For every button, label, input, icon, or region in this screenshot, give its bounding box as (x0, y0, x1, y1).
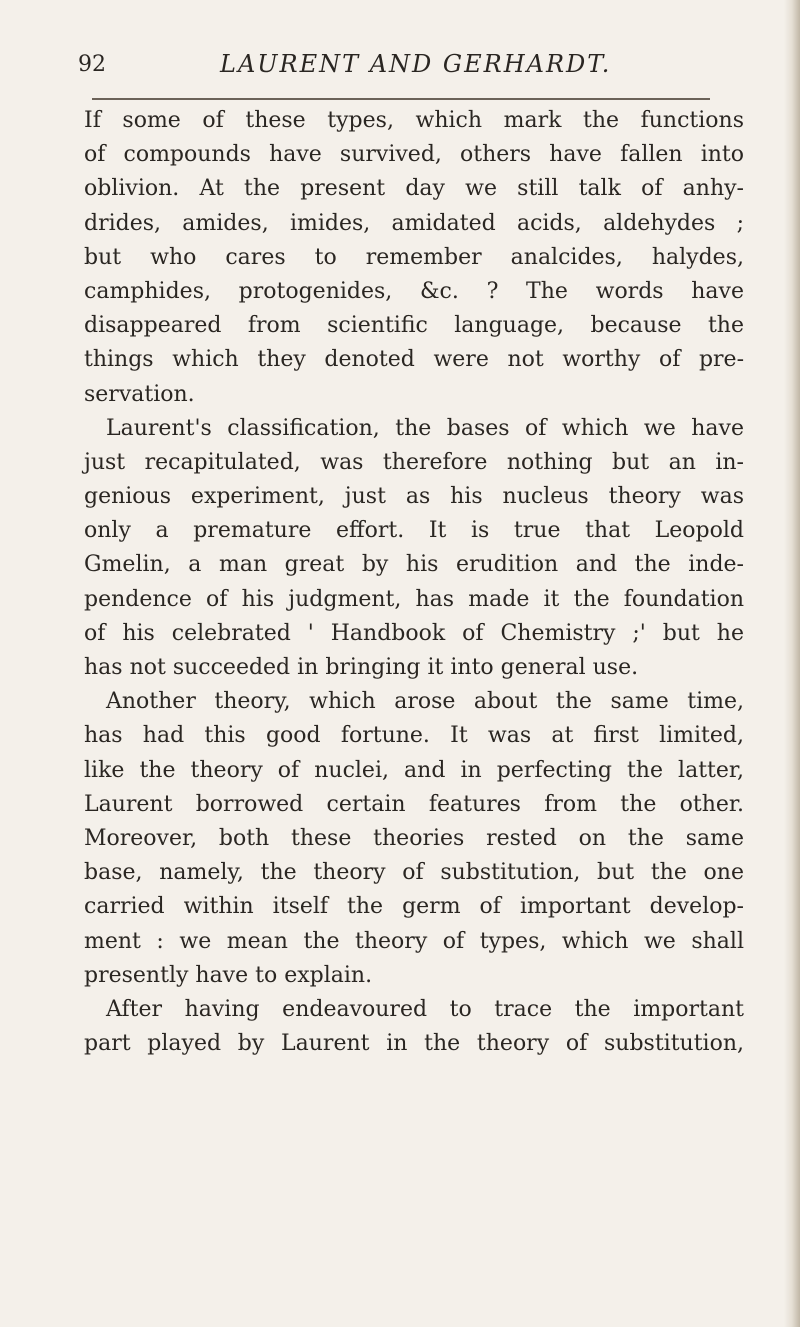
text-line: but who cares to remember analcides, halydes, (84, 244, 744, 270)
text-line: Laurent borrowed certain features from the other. (84, 791, 744, 817)
text-line: carried within itself the germ of important develop- (84, 894, 744, 920)
text-line: disappeared from scientific language, because the (84, 313, 744, 339)
header-rule (92, 98, 710, 100)
text-line: camphides, protogenides, &c. ? The words have (84, 278, 744, 304)
text-line: pendence of his judgment, has made it the foundation (84, 586, 744, 612)
body-text (84, 104, 744, 1061)
page-edge-shadow (784, 0, 800, 1327)
text-line: presently have to explain. (84, 962, 373, 988)
text-line: servation. (84, 381, 195, 407)
text-line: just recapitulated, was therefore nothing but an in- (84, 449, 744, 475)
text-line: Moreover, both these theories rested on the same (84, 825, 744, 851)
text-line: genious experiment, just as his nucleus theory was (84, 484, 744, 510)
text-line: things which they denoted were not worthy of pre- (84, 347, 744, 373)
text-line: part played by Laurent in the theory of substitution, (84, 1031, 744, 1057)
text-line: If some of these types, which mark the functions (84, 108, 744, 133)
text-line: After having endeavoured to trace the important (106, 996, 744, 1022)
text-line: like the theory of nuclei, and in perfecting the latter, (84, 757, 744, 783)
text-line: base, namely, the theory of substitution, but the one (84, 860, 744, 886)
text-line: Laurent's classification, the bases of which we have (106, 415, 744, 441)
running-head: LAURENT AND GERHARDT. (220, 50, 612, 78)
text-line: Another theory, which arose about the same time, (106, 689, 744, 715)
text-line: drides, amides, imides, amidated acids, aldehydes ; (84, 210, 744, 236)
text-line: of his celebrated ' Handbook of Chemistry ;' but he (84, 620, 744, 646)
text-line: only a premature effort. It is true that Leopold (84, 518, 744, 544)
text-line: has had this good fortune. It was at first limited, (84, 723, 744, 749)
text-line: Gmelin, a man great by his erudition and the inde- (84, 552, 744, 578)
text-line: has not succeeded in bringing it into general use. (84, 655, 639, 680)
page-header (78, 50, 718, 84)
page-number: 92 (78, 52, 106, 77)
text-line: ment : we mean the theory of types, which we shall (84, 928, 744, 954)
text-line: of compounds have survived, others have fallen into (84, 142, 744, 168)
text-line: oblivion. At the present day we still talk of anhy- (84, 176, 744, 202)
